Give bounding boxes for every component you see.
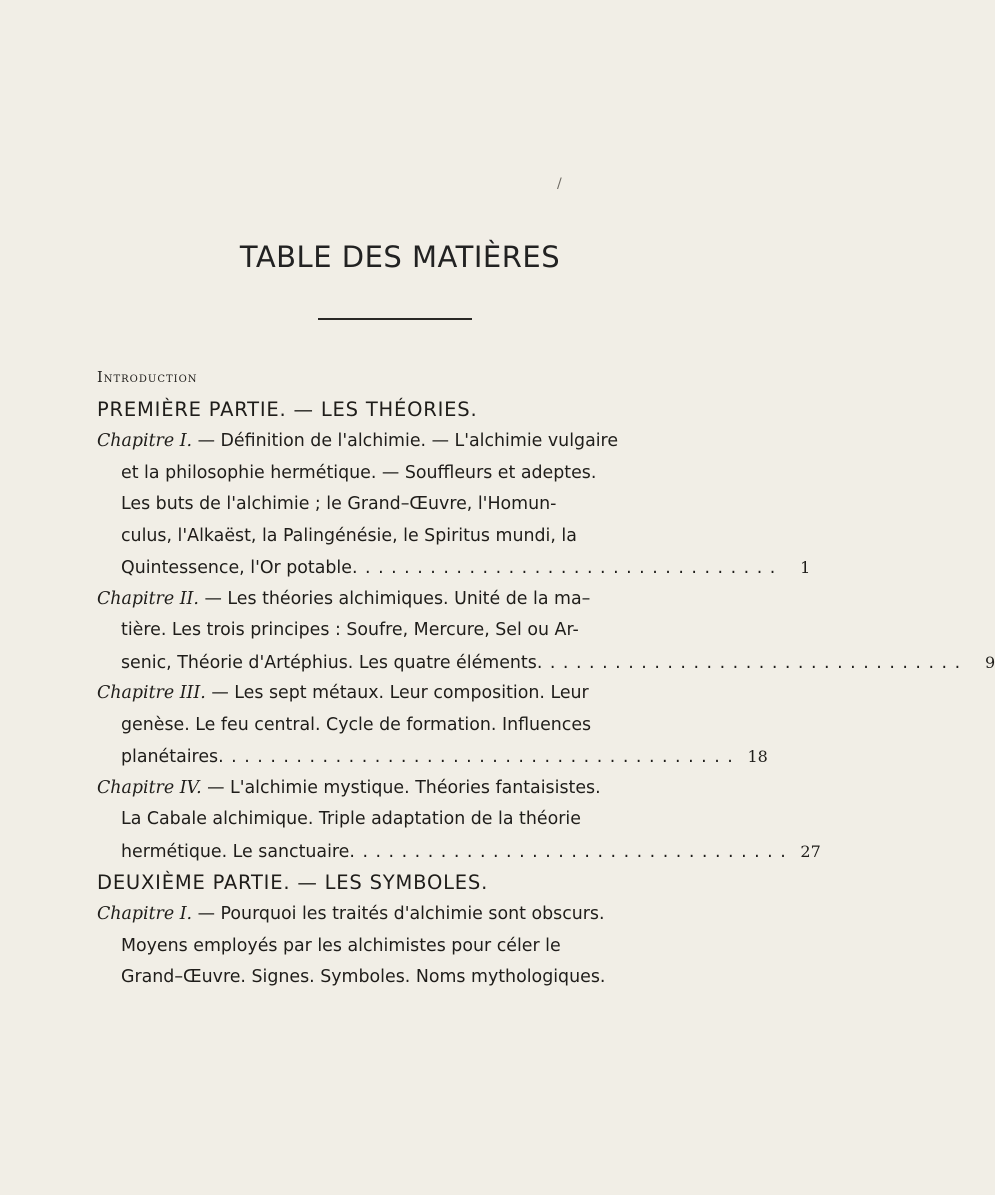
page-number: 18	[747, 747, 768, 766]
page-title: TABLE DES MATIÈRES	[239, 240, 561, 274]
dot-leader: . . . . . . . . . . . . . . . . . . . . . . . . . . . . . . . . . .	[349, 841, 787, 862]
part-heading: PREMIÈRE PARTIE. — LES THÉORIES.	[97, 398, 478, 421]
chapter-label: Chapitre I.	[97, 431, 193, 451]
toc-entry-line	[97, 899, 709, 931]
chapter-text: — Pourquoi les traités d'alchimie sont obscurs.	[192, 904, 605, 924]
chapter-text: Quintessence, l'Or potable	[121, 558, 352, 578]
toc-entry-line: genèse. Le feu central. Cycle de formation. Influences	[121, 714, 592, 735]
page-number: 27	[800, 841, 821, 861]
toc-entry-line	[97, 584, 709, 616]
chapter-text: senic, Théorie d'Artéphius. Les quatre éléments	[121, 652, 537, 673]
toc-entry-line: La Cabale alchimique. Triple adaptation de la théorie	[121, 809, 581, 829]
chapter-text: — Les théories alchimiques. Unité de la ma–	[198, 588, 591, 609]
chapter-label: Chapitre III.	[97, 683, 206, 703]
toc-introduction: Introduction	[97, 370, 198, 386]
chapter-text: hermétique. Le sanctuaire	[121, 841, 350, 862]
toc-entry-line: culus, l'Alkaëst, la Palingénésie, le Spiritus mundi, la	[121, 525, 577, 546]
toc-entry-line: Moyens employés par les alchimistes pour céler le	[121, 935, 561, 956]
chapter-text: — Les sept métaux. Leur composition. Leur	[205, 683, 589, 703]
toc-entry-line	[97, 741, 768, 773]
page-mark: /	[557, 176, 562, 192]
table-of-contents	[97, 366, 995, 994]
toc-entry-line: et la philosophie hermétique. — Souffleurs et adeptes.	[121, 462, 597, 483]
page-number: 1	[800, 558, 811, 577]
chapter-text: — Définition de l'alchimie. — L'alchimie vulgaire	[192, 431, 619, 451]
chapter-text: planétaires	[121, 747, 219, 767]
toc-entry-line	[97, 552, 811, 584]
dot-leader: . . . . . . . . . . . . . . . . . . . . . . . . . . . . . . . . .	[351, 558, 777, 578]
dot-leader: . . . . . . . . . . . . . . . . . . . . . . . . . . . . . . . . .	[536, 652, 962, 673]
toc-entry-line	[97, 773, 709, 805]
toc-entry-line: tière. Les trois principes : Soufre, Mercure, Sel ou Ar-	[121, 620, 579, 640]
toc-entry-line	[97, 647, 995, 679]
chapter-text: — L'alchimie mystique. Théories fantaisistes.	[201, 777, 601, 798]
title-rule	[318, 318, 472, 320]
toc-entry-line: Grand–Œuvre. Signes. Symboles. Noms mythologiques.	[121, 967, 606, 987]
toc-entry-line	[97, 678, 709, 710]
dot-leader: . . . . . . . . . . . . . . . . . . . . . . . . . . . . . . . . . . . . . . . .	[218, 747, 734, 767]
chapter-label: Chapitre II.	[97, 588, 199, 609]
toc-entry-line	[97, 426, 709, 458]
toc-entry-line	[97, 836, 821, 868]
part-heading: DEUXIÈME PARTIE. — LES SYMBOLES.	[97, 871, 489, 894]
toc-entry-line: Les buts de l'alchimie ; le Grand–Œuvre, l'Homun-	[121, 494, 557, 514]
chapter-label: Chapitre IV.	[97, 777, 202, 798]
page-number: 9	[984, 652, 995, 672]
chapter-label: Chapitre I.	[97, 904, 193, 924]
